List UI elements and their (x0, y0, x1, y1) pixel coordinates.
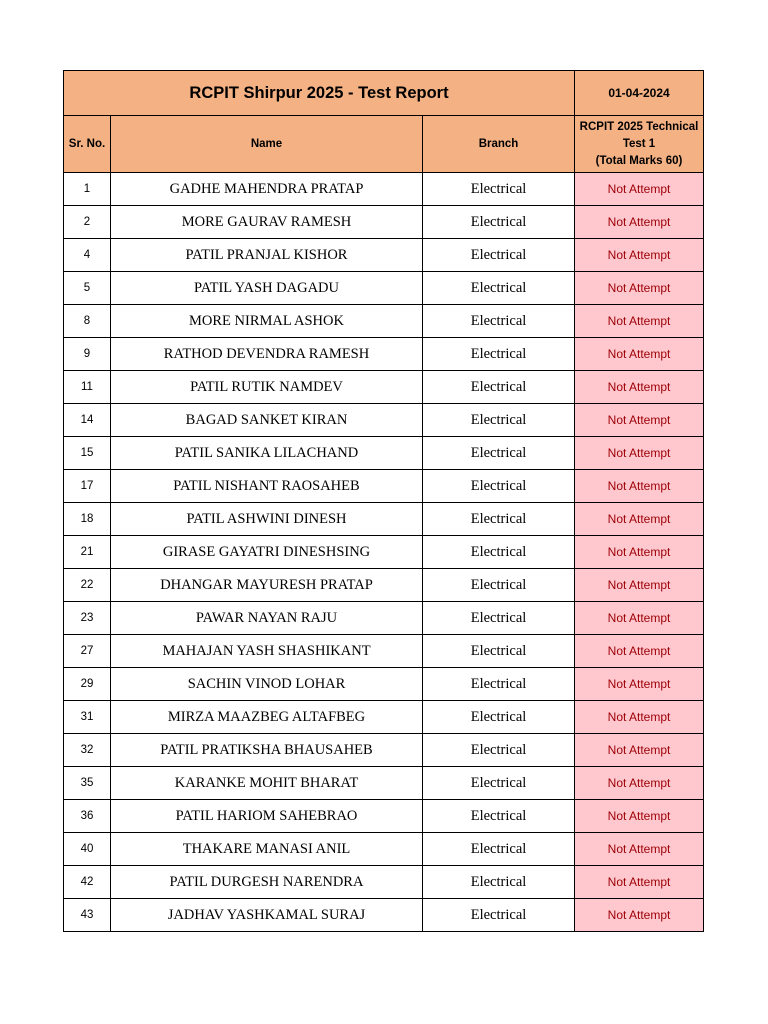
student-name: DHANGAR MAYURESH PRATAP (111, 569, 423, 602)
branch: Electrical (423, 701, 575, 734)
student-name: RATHOD DEVENDRA RAMESH (111, 338, 423, 371)
table-row (64, 338, 704, 371)
test-status: Not Attempt (575, 305, 704, 338)
test-status: Not Attempt (575, 602, 704, 635)
table-row (64, 635, 704, 668)
sr-number: 42 (64, 866, 111, 899)
sr-number: 8 (64, 305, 111, 338)
sr-number: 27 (64, 635, 111, 668)
test-status: Not Attempt (575, 503, 704, 536)
test-status: Not Attempt (575, 635, 704, 668)
test-status: Not Attempt (575, 767, 704, 800)
table-row (64, 833, 704, 866)
branch: Electrical (423, 371, 575, 404)
test-status: Not Attempt (575, 338, 704, 371)
sr-number: 2 (64, 206, 111, 239)
student-name: MORE NIRMAL ASHOK (111, 305, 423, 338)
report-sheet (63, 70, 703, 932)
table-row (64, 767, 704, 800)
sr-number: 40 (64, 833, 111, 866)
test-status: Not Attempt (575, 899, 704, 932)
branch: Electrical (423, 899, 575, 932)
sr-number: 14 (64, 404, 111, 437)
column-header-marks-line1: RCPIT 2025 Technical (579, 120, 699, 133)
branch: Electrical (423, 239, 575, 272)
sr-number: 32 (64, 734, 111, 767)
student-name: BAGAD SANKET KIRAN (111, 404, 423, 437)
branch: Electrical (423, 734, 575, 767)
branch: Electrical (423, 173, 575, 206)
column-header-sr: Sr. No. (64, 116, 111, 173)
column-header-row (64, 116, 704, 173)
table-row (64, 239, 704, 272)
student-name: PATIL PRATIKSHA BHAUSAHEB (111, 734, 423, 767)
table-row (64, 272, 704, 305)
column-header-name: Name (111, 116, 423, 173)
test-status: Not Attempt (575, 437, 704, 470)
test-status: Not Attempt (575, 536, 704, 569)
branch: Electrical (423, 800, 575, 833)
table-row (64, 437, 704, 470)
sr-number: 43 (64, 899, 111, 932)
student-name: PATIL DURGESH NARENDRA (111, 866, 423, 899)
sr-number: 35 (64, 767, 111, 800)
report-table (63, 70, 704, 932)
student-name: PATIL HARIOM SAHEBRAO (111, 800, 423, 833)
table-row (64, 503, 704, 536)
test-status: Not Attempt (575, 800, 704, 833)
table-row (64, 866, 704, 899)
branch: Electrical (423, 833, 575, 866)
branch: Electrical (423, 404, 575, 437)
test-status: Not Attempt (575, 734, 704, 767)
student-name: MORE GAURAV RAMESH (111, 206, 423, 239)
table-row (64, 173, 704, 206)
column-header-marks (575, 116, 704, 173)
column-header-marks-line3: (Total Marks 60) (595, 154, 683, 167)
table-row (64, 899, 704, 932)
student-name: PAWAR NAYAN RAJU (111, 602, 423, 635)
branch: Electrical (423, 866, 575, 899)
sr-number: 9 (64, 338, 111, 371)
sr-number: 17 (64, 470, 111, 503)
test-status: Not Attempt (575, 239, 704, 272)
test-status: Not Attempt (575, 833, 704, 866)
sr-number: 1 (64, 173, 111, 206)
branch: Electrical (423, 767, 575, 800)
table-row (64, 470, 704, 503)
student-name: PATIL SANIKA LILACHAND (111, 437, 423, 470)
student-name: PATIL PRANJAL KISHOR (111, 239, 423, 272)
table-row (64, 404, 704, 437)
test-status: Not Attempt (575, 866, 704, 899)
sr-number: 36 (64, 800, 111, 833)
student-name: PATIL YASH DAGADU (111, 272, 423, 305)
test-status: Not Attempt (575, 206, 704, 239)
test-status: Not Attempt (575, 668, 704, 701)
table-row (64, 206, 704, 239)
student-name: GADHE MAHENDRA PRATAP (111, 173, 423, 206)
table-row (64, 569, 704, 602)
test-status: Not Attempt (575, 371, 704, 404)
table-row (64, 371, 704, 404)
title-row (64, 71, 704, 116)
test-status: Not Attempt (575, 173, 704, 206)
sr-number: 11 (64, 371, 111, 404)
branch: Electrical (423, 470, 575, 503)
student-name: KARANKE MOHIT BHARAT (111, 767, 423, 800)
report-title: RCPIT Shirpur 2025 - Test Report (64, 71, 575, 116)
branch: Electrical (423, 536, 575, 569)
report-date: 01-04-2024 (575, 71, 704, 116)
student-name: PATIL NISHANT RAOSAHEB (111, 470, 423, 503)
table-row (64, 602, 704, 635)
table-row (64, 305, 704, 338)
student-name: SACHIN VINOD LOHAR (111, 668, 423, 701)
table-row (64, 668, 704, 701)
sr-number: 18 (64, 503, 111, 536)
student-name: THAKARE MANASI ANIL (111, 833, 423, 866)
student-name: PATIL RUTIK NAMDEV (111, 371, 423, 404)
student-name: MIRZA MAAZBEG ALTAFBEG (111, 701, 423, 734)
sr-number: 5 (64, 272, 111, 305)
branch: Electrical (423, 503, 575, 536)
sr-number: 31 (64, 701, 111, 734)
branch: Electrical (423, 305, 575, 338)
table-row (64, 734, 704, 767)
sr-number: 15 (64, 437, 111, 470)
branch: Electrical (423, 569, 575, 602)
branch: Electrical (423, 437, 575, 470)
student-name: JADHAV YASHKAMAL SURAJ (111, 899, 423, 932)
test-status: Not Attempt (575, 569, 704, 602)
branch: Electrical (423, 635, 575, 668)
table-row (64, 536, 704, 569)
sr-number: 23 (64, 602, 111, 635)
branch: Electrical (423, 668, 575, 701)
test-status: Not Attempt (575, 701, 704, 734)
student-name: GIRASE GAYATRI DINESHSING (111, 536, 423, 569)
test-status: Not Attempt (575, 404, 704, 437)
table-row (64, 800, 704, 833)
test-status: Not Attempt (575, 470, 704, 503)
sr-number: 22 (64, 569, 111, 602)
column-header-marks-line2: Test 1 (622, 137, 656, 150)
sr-number: 29 (64, 668, 111, 701)
branch: Electrical (423, 602, 575, 635)
table-row (64, 701, 704, 734)
branch: Electrical (423, 206, 575, 239)
branch: Electrical (423, 338, 575, 371)
student-name: PATIL ASHWINI DINESH (111, 503, 423, 536)
sr-number: 21 (64, 536, 111, 569)
branch: Electrical (423, 272, 575, 305)
column-header-branch: Branch (423, 116, 575, 173)
test-status: Not Attempt (575, 272, 704, 305)
student-name: MAHAJAN YASH SHASHIKANT (111, 635, 423, 668)
sr-number: 4 (64, 239, 111, 272)
